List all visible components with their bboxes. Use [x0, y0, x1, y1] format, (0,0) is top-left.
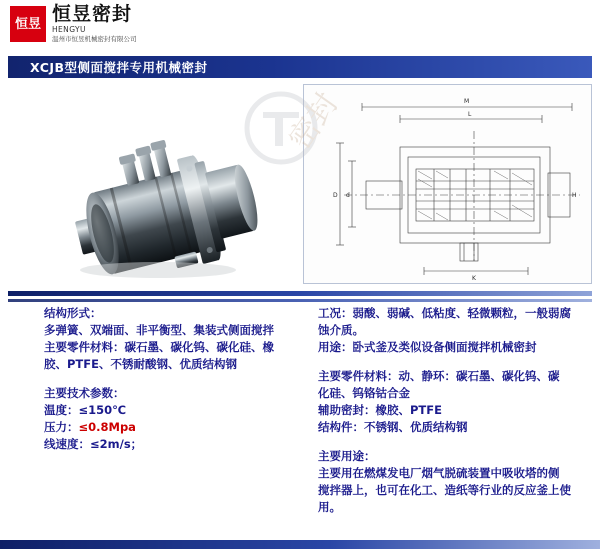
- product-photo: [8, 82, 298, 287]
- divider-top: [8, 291, 592, 296]
- spec-right-line-4: 主要零件材料：动、静环：碳石墨、碳化钨、碳: [318, 369, 560, 383]
- logo-badge-bottom-char: 昱: [28, 16, 42, 32]
- product-image-band: [8, 82, 592, 287]
- spec-right-line-1: 工况：弱酸、弱碱、低粘度、轻微颗粒，一般弱腐: [318, 306, 571, 320]
- spec-left-line-5: 主要技术参数：: [44, 386, 125, 400]
- product-title-bar: [8, 56, 592, 78]
- dim-label-d1: d: [346, 192, 350, 199]
- spec-column-right: [304, 305, 592, 535]
- spec-right-line-10: 搅拌器上，也可在化工、造纸等行业的反应釜上使用。: [318, 483, 571, 514]
- page-header: [0, 0, 600, 48]
- spec-left-line-8: 线速度：≤2m/s；: [44, 437, 143, 451]
- dim-label-m: M: [464, 98, 470, 105]
- logo-badge-top-char: 恒: [14, 16, 28, 32]
- specification-section: [8, 305, 592, 535]
- logo-badge-icon: [10, 6, 46, 42]
- product-photo-render: [8, 82, 298, 287]
- spec-column-left: [8, 305, 304, 535]
- spec-right-line-3: 用途：卧式釜及类似设备侧面搅拌机械密封: [318, 340, 537, 354]
- company-name-en: HENGYU: [52, 25, 86, 34]
- pressure-label: 压力：: [44, 420, 79, 434]
- spec-right-line-6: 辅助密封：橡胶、PTFE: [318, 403, 442, 417]
- brand-logo: [0, 4, 137, 44]
- dim-label-k: K: [472, 275, 476, 282]
- dim-label-l: L: [468, 111, 472, 118]
- spec-left-line-2: 多弹簧、双端面、非平衡型、集装式侧面搅拌: [44, 323, 274, 337]
- company-name-cn: 恒昱密封: [52, 3, 133, 25]
- dim-label-h: H: [572, 192, 577, 199]
- spec-right-line-2: 蚀介质。: [318, 323, 364, 337]
- logo-text-block: [52, 4, 137, 44]
- dim-label-d: D: [333, 192, 338, 199]
- spec-left-line-3: 主要零件材料：碳石墨、碳化钨、碳化硅、橡: [44, 340, 274, 354]
- pressure-value: ≤0.8Mpa: [78, 420, 136, 434]
- spec-right-line-8: 主要用途：: [318, 449, 376, 463]
- technical-drawing: [303, 84, 592, 284]
- spec-right-line-9: 主要用在燃煤发电厂烟气脱硫装置中吸收塔的侧: [318, 466, 560, 480]
- technical-drawing-render: [304, 85, 591, 283]
- footer-stripe: [0, 540, 600, 549]
- spec-left-line-7: [44, 419, 304, 436]
- spec-left-line-1: 结构形式：: [44, 306, 102, 320]
- spec-left-line-6: 温度：≤150℃: [44, 403, 127, 417]
- product-title: XCJB型侧面搅拌专用机械密封: [30, 60, 208, 75]
- spec-left-line-4: 胶、PTFE、不锈耐酸钢、优质结构钢: [44, 357, 237, 371]
- spec-right-line-5: 化硅、钨铬钴合金: [318, 386, 410, 400]
- divider-top-thin: [8, 299, 592, 302]
- watermark-text: 密封: [282, 86, 346, 156]
- spec-right-line-7: 结构件：不锈钢、优质结构钢: [318, 420, 468, 434]
- company-subtitle: 温州市恒昱机械密封有限公司: [52, 35, 137, 43]
